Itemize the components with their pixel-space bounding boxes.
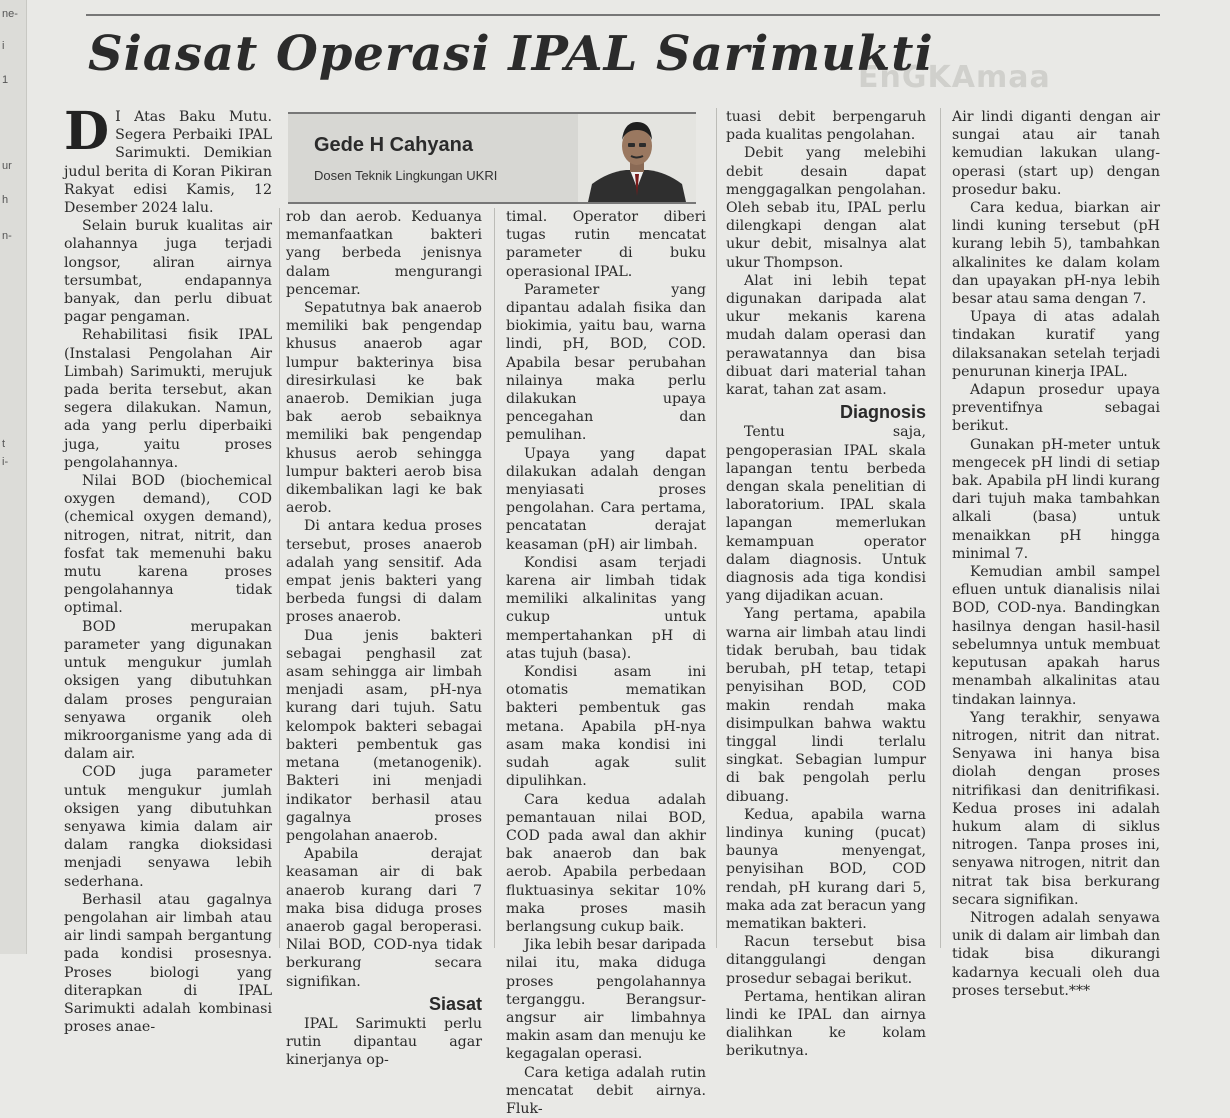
paragraph: Selain buruk kualitas air olahannya juga terjadi longsor, aliran airnya tersumbat, endapannya banyak, dan perlu dibuat pagar pengaman. (64, 218, 272, 326)
author-panel (288, 114, 588, 202)
paragraph: Upaya yang dapat dilakukan adalah dengan menyiasati proses pengolahan. Cara pertama, pencatatan derajat keasaman (pH) air limbah. (506, 445, 706, 553)
paragraph: Berhasil atau gagalnya pengolahan air limbah atau air lindi sampah bergantung pada kondisi prosesnya. Proses biologi yang diterapkan di IPAL Sarimukti adalah kombinasi proses anae- (64, 891, 272, 1036)
paragraph: Rehabilitasi fisik IPAL (Instalasi Pengolahan Air Limbah) Sarimukti, merujuk pada berita tersebut, akan segera dilakukan. Namun, ada yang perlu diperbaiki juga, yaitu proses pengolahannya. (64, 327, 272, 471)
column-4 (726, 108, 926, 1061)
margin-fragment: n- (2, 230, 12, 242)
paragraph: Upaya di atas adalah tindakan kuratif yang dilaksanakan setelah terjadi penurunan kinerja IPAL. (952, 309, 1160, 380)
paragraph: Jika lebih besar daripada nilai itu, maka diduga proses pengolahannya terganggu. Berangsur-angsur air limbahnya makin asam dan menuju ke kegagalan operasi. (506, 937, 706, 1063)
paragraph: Cara kedua adalah pemantauan nilai BOD, COD pada awal dan akhir bak anaerob dan bak aerob. Apabila perbedaan fluktuasinya sekitar 10% maka proses masih berlangsung cukup baik. (506, 791, 706, 935)
subheading-diagnosis: Diagnosis (839, 402, 926, 423)
paragraph: Dua jenis bakteri sebagai penghasil zat asam sehingga air limbah menjadi asam, pH-nya kurang dari tujuh. Satu kelompok bakteri sebagai bakteri pembentuk gas metana (metanogenik). Bakteri ini menjadi indikator berhasil atau gagalnya proses pengolahan anaerob. (286, 627, 482, 844)
paragraph: tuasi debit berpengaruh pada kualitas pengolahan. (726, 109, 926, 144)
paragraph: Alat ini lebih tepat digunakan daripada alat ukur mekanis karena mudah dalam operasi dan perawatannya dan bisa dibuat dari material tahan karat, tahan zat asam. (726, 272, 926, 399)
paragraph: Nitrogen adalah senyawa unik di dalam air limbah dan tidak bisa dikurangi kadarnya kecuali oleh dua proses tersebut.*** (952, 909, 1160, 999)
paragraph: timal. Operator diberi tugas rutin mencatat parameter di buku operasional IPAL. (506, 209, 706, 280)
author-role: Dosen Teknik Lingkungan UKRI (314, 168, 498, 183)
lead-paragraph (64, 101, 272, 217)
author-photo (578, 114, 696, 202)
paragraph: Kemudian ambil sampel efluen untuk dianalisis nilai BOD, COD-nya. Bandingkan hasilnya dengan hasil-hasil sebelumnya untuk membuat keputusan apakah harus menambah alkalinitas atau tindakan lainnya. (952, 564, 1160, 708)
paragraph: IPAL Sarimukti perlu rutin dipantau agar kinerjanya op- (286, 1015, 482, 1069)
paragraph: Pertama, hentikan aliran lindi ke IPAL dan airnya dialihkan ke kolam berikutnya. (726, 988, 926, 1060)
paragraph: Cara ketiga adalah rutin mencatat debit airnya. Fluk- (506, 1064, 706, 1117)
paragraph: Air lindi diganti dengan air sungai atau air tanah kemudian lakukan ulang-operasi (start up) dengan prosedur baku. (952, 109, 1160, 198)
paragraph-text: I Atas Baku Mutu. Segera Perbaiki IPAL Sarimukti. Demikian judul berita di Koran Pikiran Rakyat edisi Kamis, 12 Desember 2024 lalu. (64, 109, 272, 217)
paragraph: Yang pertama, apabila warna air limbah atau lindi tidak berubah, bau tidak berubah, pH tetap, tetapi penyisihan BOD, COD makin rendah maka disimpulkan bahwa waktu tinggal lindi terlalu singkat. Sebagian lumpur di bak pengolah perlu dibuang. (726, 606, 926, 805)
margin-fragment: i (2, 40, 5, 52)
margin-fragment: h (2, 194, 9, 206)
margin-fragment: 1 (2, 74, 9, 86)
paragraph: Kondisi asam ini otomatis mematikan bakteri pembentuk gas metana. Apabila pH-nya asam maka kondisi ini sudah agak sulit dipulihkan. (506, 664, 706, 790)
drop-cap: D (64, 101, 110, 162)
paragraph: Gunakan pH-meter untuk mengecek pH lindi di setiap bak. Apabila pH lindi kurang dari tujuh maka tambahkan alkali (basa) untuk menaikkan pH hingga minimal 7. (952, 436, 1160, 562)
subheading-siasat: Siasat (428, 993, 482, 1014)
paragraph: Parameter yang dipantau adalah fisika dan biokimia, yaitu bau, warna lindi, pH, BOD, COD. Apabila besar perubahan nilainya maka perlu dilakukan upaya pencegahan dan pemulihan. (506, 281, 706, 444)
column-2 (286, 208, 482, 1070)
paragraph: rob dan aerob. Keduanya memanfaatkan bakteri yang berbeda jenisnya dalam mengurangi pencemar. (286, 209, 482, 298)
author-box (288, 112, 696, 204)
column-divider (940, 108, 941, 948)
column-1 (64, 101, 272, 1036)
paragraph: COD juga parameter untuk mengukur jumlah oksigen yang dibutuhkan senyawa kimia dalam air dalam rangka dioksidasi menjadi senyawa lebih sederhana. (64, 764, 272, 890)
column-3 (506, 208, 706, 1118)
paragraph: Sepatutnya bak anaerob memiliki bak pengendap khusus anaerob agar lumpur bakterinya bisa diresirkulasi ke bak anaerob. Demikian juga bak aerob sebaiknya memiliki bak pengendap khusus aerob sehingga lumpur bakteri aerob bisa dikembalikan lagi ke bak aerob. (286, 300, 482, 517)
top-rule (86, 14, 1160, 16)
paragraph: Debit yang melebihi debit desain dapat menggagalkan pengolahan. Oleh sebab itu, IPAL perlu dilengkapi dengan alat ukur debit, misalnya alat ukur Thompson. (726, 145, 926, 271)
paragraph: Nilai BOD (biochemical oxygen demand), COD (chemical oxygen demand), nitrogen, nitrat, nitrit, dan fosfat tak memenuhi baku mutu karena proses pengolahannya tidak optimal. (64, 473, 272, 617)
margin-fragment: ne- (2, 8, 18, 20)
paragraph: Racun tersebut bisa ditanggulangi dengan prosedur sebagai berikut. (726, 934, 926, 987)
margin-fragment: i- (2, 456, 9, 468)
paragraph: Tentu saja, pengoperasian IPAL skala lapangan tentu berbeda dengan skala penelitian di laboratorium. IPAL skala lapangan memerlukan kemampuan operator dalam diagnosis. Untuk diagnosis ada tiga kondisi yang dijadikan acuan. (726, 424, 926, 605)
column-divider (494, 208, 495, 948)
margin-fragment: ur (2, 160, 12, 172)
author-name: Gede H Cahyana (314, 134, 473, 156)
show-through-heading: EnGKAmaa (858, 60, 1051, 95)
paragraph: Kondisi asam terjadi karena air limbah tidak memiliki alkalinitas yang cukup untuk mempertahankan pH di atas tujuh (basa). (506, 554, 706, 662)
paragraph: Adapun prosedur upaya preventifnya sebagai berikut. (952, 382, 1160, 435)
paragraph: Kedua, apabila warna lindinya kuning (pucat) baunya menyengat, penyisihan BOD, COD rendah, pH kurang dari 5, maka ada zat beracun yang mematikan bakteri. (726, 806, 926, 932)
column-divider (716, 108, 717, 948)
adjacent-page-margin (0, 0, 27, 954)
column-5 (952, 108, 1160, 1000)
margin-fragment: t (2, 438, 6, 450)
article-headline: Siasat Operasi IPAL Sarimukti (88, 26, 934, 82)
paragraph: Apabila derajat keasaman air di bak anaerob kurang dari 7 maka bisa diduga proses anaerob gagal beroperasi. Nilai BOD, COD-nya tidak berkurang secara signifikan. (286, 846, 482, 990)
paragraph: Cara kedua, biarkan air lindi kuning tersebut (pH kurang lebih 5), tambahkan alkalinites ke dalam kolam dan upayakan pH-nya lebih besar atau sama dengan 7. (952, 200, 1160, 308)
paragraph: BOD merupakan parameter yang digunakan untuk mengukur jumlah oksigen yang dibutuhkan dalam proses penguraian senyawa organik oleh mikroorganisme yang ada di dalam air. (64, 618, 272, 763)
column-divider (279, 208, 280, 948)
paragraph: Di antara kedua proses tersebut, proses anaerob adalah yang sensitif. Ada empat jenis bakteri yang berbeda fungsi di dalam proses anaerob. (286, 518, 482, 626)
paragraph: Yang terakhir, senyawa nitrogen, nitrit dan nitrat. Senyawa ini hanya bisa diolah dengan proses nitrifikasi dan denitrifikasi. Kedua proses ini adalah hukum alam di siklus nitrogen. Tanpa proses ini, senyawa nitrogen, nitrit dan nitrat tak bisa berkurang secara signifikan. (952, 709, 1160, 908)
